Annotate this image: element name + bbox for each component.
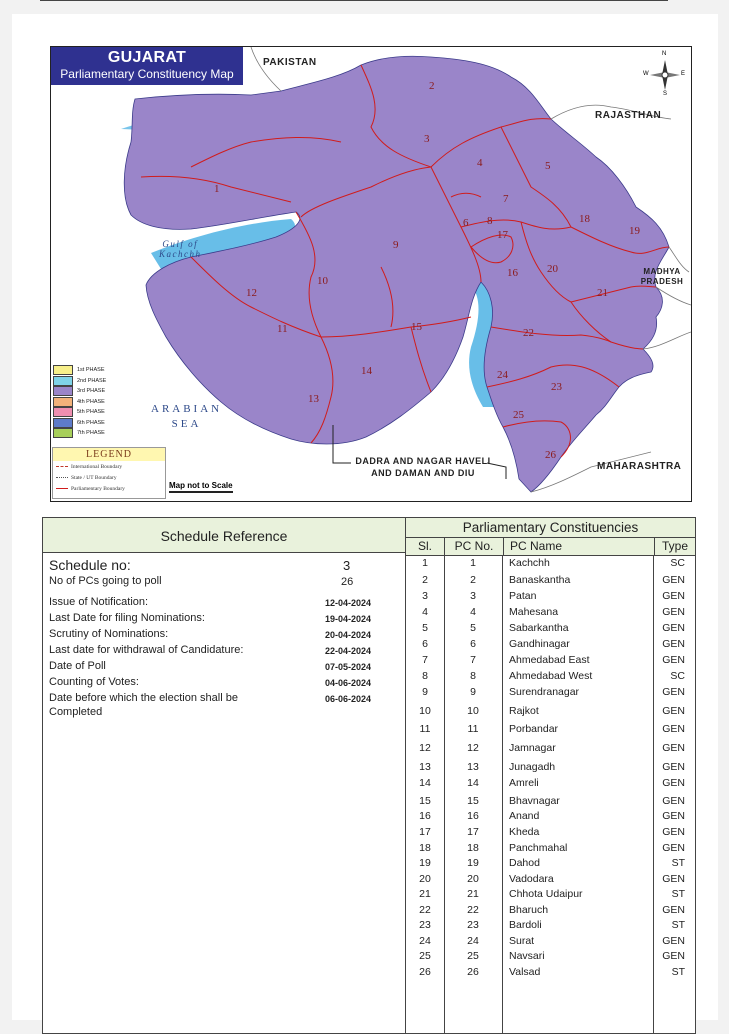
cell-pc-name: Bardoli [509, 919, 542, 931]
cell-sl: 20 [419, 873, 431, 885]
table-row [406, 841, 695, 855]
cell-pc-no: 2 [470, 574, 476, 586]
cell-pc-no: 10 [467, 705, 479, 717]
constituency-list [406, 518, 695, 1033]
schedule-row-value: 22-04-2024 [325, 646, 372, 656]
pc-number-16: 16 [507, 267, 518, 279]
table-row [406, 637, 695, 651]
pc-number-6: 6 [463, 217, 469, 229]
cell-type: GEN [662, 810, 685, 822]
cell-type: GEN [662, 950, 685, 962]
pc-number-25: 25 [513, 409, 524, 421]
table-row [406, 794, 695, 808]
table-row [406, 704, 695, 718]
phase-label: 6th PHASE [77, 419, 105, 426]
cell-pc-no: 26 [467, 966, 479, 978]
phase-item [53, 428, 129, 439]
phase-item [53, 365, 129, 376]
phase-label: 7th PHASE [77, 430, 105, 437]
schedule-row-label: Date of Poll [49, 660, 106, 672]
col-sl: Sl. [406, 538, 445, 555]
pc-number-5: 5 [545, 160, 551, 172]
schedule-header: Schedule Reference [43, 518, 405, 553]
pc-number-20: 20 [547, 263, 558, 275]
table-row [406, 589, 695, 603]
cell-type: ST [671, 888, 685, 900]
table-row [406, 856, 695, 870]
cell-sl: 17 [419, 826, 431, 838]
cell-sl: 6 [422, 638, 428, 650]
legend-label: State / UT Boundary [71, 474, 117, 481]
cell-type: GEN [662, 654, 685, 666]
cell-pc-name: Porbandar [509, 723, 559, 735]
cell-pc-no: 7 [470, 654, 476, 666]
pc-number-26: 26 [545, 449, 556, 461]
cell-type: GEN [662, 622, 685, 634]
table-row [406, 903, 695, 917]
cell-sl: 10 [419, 705, 431, 717]
cell-sl: 14 [419, 777, 431, 789]
phase-label: 5th PHASE [77, 409, 105, 416]
pcs-label: No of PCs going to poll [49, 575, 162, 587]
legend-label: International Boundary [71, 463, 123, 470]
cell-type: GEN [662, 935, 685, 947]
pc-number-18: 18 [579, 213, 590, 225]
schedule-row-label: Scrutiny of Nominations: [49, 628, 169, 640]
cell-pc-no: 1 [470, 557, 476, 569]
table-row [406, 685, 695, 699]
label-dadra-daman: DADRA AND NAGAR HAVELI AND DAMAN AND DIU [355, 456, 491, 478]
legend-item [53, 472, 165, 483]
cell-pc-no: 12 [467, 742, 479, 754]
legend-line [56, 466, 68, 467]
schedule-row-label: Last date for withdrawal of Candidature: [49, 644, 244, 656]
phase-item [53, 386, 129, 397]
cell-pc-name: Sabarkantha [509, 622, 569, 634]
cell-type: GEN [662, 590, 685, 602]
cell-pc-name: Chhota Udaipur [509, 888, 583, 900]
schedule-row-value: 19-04-2024 [325, 614, 372, 624]
col-pc-no: PC No. [445, 538, 504, 555]
pc-number-12: 12 [246, 287, 257, 299]
cell-type: ST [671, 857, 685, 869]
cell-sl: 18 [419, 842, 431, 854]
phase-legend [53, 365, 129, 439]
map-title: GUJARAT [107, 49, 187, 66]
compass-s: S [663, 91, 668, 97]
pc-number-13: 13 [308, 393, 319, 405]
cell-type: GEN [662, 842, 685, 854]
cell-pc-name: Junagadh [509, 761, 556, 773]
cell-pc-name: Ahmedabad West [509, 670, 593, 682]
schedule-row-label: Date before which the election shall be [49, 692, 238, 704]
label-pakistan: PAKISTAN [263, 57, 317, 68]
cell-pc-name: Kheda [509, 826, 540, 838]
phase-swatch [53, 418, 73, 428]
cell-sl: 16 [419, 810, 431, 822]
table-row [406, 741, 695, 755]
cell-pc-name: Mahesana [509, 606, 559, 618]
pc-number-14: 14 [361, 365, 372, 377]
pc-number-8: 8 [487, 215, 493, 227]
cell-sl: 11 [419, 723, 431, 735]
table-row [406, 605, 695, 619]
schedule-row-label: Counting of Votes: [49, 676, 139, 688]
pc-number-17: 17 [497, 229, 508, 241]
cell-pc-no: 16 [467, 810, 479, 822]
schedule-table [42, 517, 696, 1034]
cell-sl: 23 [419, 919, 431, 931]
pcs-value: 26 [341, 576, 354, 588]
schedule-no-value: 3 [343, 558, 351, 573]
arabian-sea-line1: ARABIAN [151, 403, 223, 415]
cell-pc-name: Kachchh [509, 557, 550, 569]
legend-line [56, 477, 68, 478]
gulf-label [159, 239, 202, 259]
cell-sl: 1 [422, 557, 428, 569]
cell-sl: 5 [422, 622, 428, 634]
top-divider [40, 0, 668, 1]
table-row [406, 760, 695, 774]
label-rajasthan: RAJASTHAN [595, 110, 662, 121]
cell-pc-no: 17 [467, 826, 479, 838]
col-type: Type [661, 539, 688, 553]
cell-pc-name: Gandhinagar [509, 638, 570, 650]
cell-pc-no: 14 [467, 777, 479, 789]
schedule-row-value: 20-04-2024 [325, 630, 372, 640]
table-row [406, 965, 695, 979]
cell-sl: 25 [419, 950, 431, 962]
cell-type: GEN [662, 761, 685, 773]
cell-type: GEN [662, 606, 685, 618]
pc-number-9: 9 [393, 239, 399, 251]
constituency-header: Parliamentary Constituencies [406, 518, 695, 538]
phase-swatch [53, 365, 73, 375]
cell-pc-no: 9 [470, 686, 476, 698]
phase-label: 1st PHASE [77, 367, 105, 374]
cell-pc-no: 11 [467, 723, 479, 735]
phase-swatch [53, 386, 73, 396]
cell-pc-no: 8 [470, 670, 476, 682]
pc-number-10: 10 [317, 275, 328, 287]
cell-pc-no: 24 [467, 935, 479, 947]
cell-pc-no: 25 [467, 950, 479, 962]
cell-pc-name: Banaskantha [509, 574, 571, 586]
schedule-row-value: 12-04-2024 [325, 598, 372, 608]
cell-pc-no: 3 [470, 590, 476, 602]
table-row [406, 653, 695, 667]
map-title-box [51, 47, 243, 85]
cell-type: GEN [662, 742, 685, 754]
cell-type: GEN [662, 904, 685, 916]
cell-sl: 3 [422, 590, 428, 602]
phase-item [53, 376, 129, 387]
cell-pc-name: Vadodara [509, 873, 554, 885]
pc-number-4: 4 [477, 157, 483, 169]
page [12, 14, 718, 1020]
table-row [406, 825, 695, 839]
pc-number-24: 24 [497, 369, 508, 381]
cell-sl: 19 [419, 857, 431, 869]
cell-sl: 12 [419, 742, 431, 754]
cell-pc-name: Bhavnagar [509, 795, 560, 807]
cell-sl: 7 [422, 654, 428, 666]
cell-pc-name: Panchmahal [509, 842, 568, 854]
cell-pc-no: 21 [467, 888, 479, 900]
table-row [406, 776, 695, 790]
pc-number-15: 15 [411, 321, 422, 333]
cell-sl: 21 [419, 888, 431, 900]
constituency-map [50, 46, 692, 502]
cell-type: ST [671, 919, 685, 931]
cell-type: GEN [662, 686, 685, 698]
cell-type: GEN [662, 638, 685, 650]
compass-n: N [662, 51, 667, 57]
compass-w: W [643, 71, 649, 77]
phase-item [53, 407, 129, 418]
cell-pc-no: 19 [467, 857, 479, 869]
constituency-columns [406, 538, 695, 556]
cell-pc-name: Valsad [509, 966, 541, 978]
cell-type: SC [670, 557, 685, 569]
pc-number-23: 23 [551, 381, 562, 393]
table-row [406, 934, 695, 948]
table-row [406, 949, 695, 963]
table-row [406, 669, 695, 683]
cell-sl: 15 [419, 795, 431, 807]
schedule-row-label: Last Date for filing Nominations: [49, 612, 205, 624]
cell-pc-no: 13 [467, 761, 479, 773]
cell-sl: 2 [422, 574, 428, 586]
cell-sl: 4 [422, 606, 428, 618]
cell-pc-name: Dahod [509, 857, 540, 869]
table-row [406, 621, 695, 635]
cell-pc-name: Bharuch [509, 904, 549, 916]
schedule-row-value: 06-06-2024 [325, 694, 372, 704]
cell-pc-name: Amreli [509, 777, 539, 789]
phase-swatch [53, 428, 73, 438]
schedule-reference [43, 518, 406, 1033]
schedule-row-value: 04-06-2024 [325, 678, 372, 688]
schedule-completed-label: Completed [49, 706, 103, 718]
cell-pc-no: 22 [467, 904, 479, 916]
cell-type: GEN [662, 574, 685, 586]
phase-label: 2nd PHASE [77, 377, 107, 384]
gulf-line2: Kachchh [159, 249, 202, 259]
cell-sl: 8 [422, 670, 428, 682]
table-row [406, 918, 695, 932]
cell-pc-no: 15 [467, 795, 479, 807]
cell-pc-no: 20 [467, 873, 479, 885]
cell-sl: 22 [419, 904, 431, 916]
table-row [406, 872, 695, 886]
cell-type: ST [671, 966, 685, 978]
cell-pc-name: Patan [509, 590, 537, 602]
cell-pc-name: Surat [509, 935, 535, 947]
schedule-row-label: Issue of Notification: [49, 596, 149, 608]
phase-item [53, 418, 129, 429]
col-pc-name: PC Name [504, 538, 655, 555]
cell-pc-name: Jamnagar [509, 742, 556, 754]
cell-sl: 26 [419, 966, 431, 978]
cell-pc-no: 18 [467, 842, 479, 854]
schedule-row-value: 07-05-2024 [325, 662, 372, 672]
cell-sl: 9 [422, 686, 428, 698]
cell-pc-name: Anand [509, 810, 540, 822]
map-subtitle: Parliamentary Constituency Map [60, 67, 234, 81]
compass-e: E [681, 71, 686, 77]
pc-number-21: 21 [597, 287, 608, 299]
phase-item [53, 397, 129, 408]
gulf-line1: Gulf of [162, 239, 199, 249]
cell-type: GEN [662, 795, 685, 807]
cell-type: GEN [662, 826, 685, 838]
legend-label: Parliamentary Boundary [71, 485, 125, 492]
pc-number-11: 11 [277, 323, 288, 335]
boundary-legend [52, 447, 166, 499]
cell-sl: 24 [419, 935, 431, 947]
cell-pc-name: Rajkot [509, 705, 539, 717]
legend-item [53, 461, 165, 472]
cell-type: GEN [662, 705, 685, 717]
phase-swatch [53, 407, 73, 417]
cell-type: GEN [662, 723, 685, 735]
label-madhya-pradesh: MADHYA PRADESH [640, 267, 684, 286]
schedule-no-label: Schedule no: [49, 557, 131, 573]
arabian-sea-label [151, 402, 222, 432]
cell-pc-no: 23 [467, 919, 479, 931]
pc-number-3: 3 [424, 133, 430, 145]
phase-swatch [53, 376, 73, 386]
cell-sl: 13 [419, 761, 431, 773]
cell-type: SC [670, 670, 685, 682]
legend-item [53, 483, 165, 494]
pc-number-19: 19 [629, 225, 640, 237]
pc-number-2: 2 [429, 80, 435, 92]
cell-type: GEN [662, 777, 685, 789]
table-row [406, 556, 695, 570]
pc-number-22: 22 [523, 327, 534, 339]
legend-line [56, 488, 68, 489]
phase-label: 4th PHASE [77, 398, 105, 405]
cell-pc-name: Ahmedabad East [509, 654, 590, 666]
cell-pc-no: 6 [470, 638, 476, 650]
scale-note: Map not to Scale [169, 481, 233, 493]
pc-number-1: 1 [214, 183, 220, 195]
cell-type: GEN [662, 873, 685, 885]
label-maharashtra: MAHARASHTRA [597, 461, 682, 472]
cell-pc-name: Navsari [509, 950, 545, 962]
table-row [406, 722, 695, 736]
cell-pc-no: 5 [470, 622, 476, 634]
arabian-sea-line2: SEA [171, 418, 202, 430]
phase-swatch [53, 397, 73, 407]
phase-label: 3rd PHASE [77, 388, 106, 395]
table-row [406, 887, 695, 901]
compass-icon [643, 51, 686, 97]
cell-pc-name: Surendranagar [509, 686, 580, 698]
legend-title: LEGEND [53, 448, 165, 461]
pc-number-7: 7 [503, 193, 509, 205]
cell-pc-no: 4 [470, 606, 476, 618]
table-row [406, 809, 695, 823]
table-row [406, 573, 695, 587]
